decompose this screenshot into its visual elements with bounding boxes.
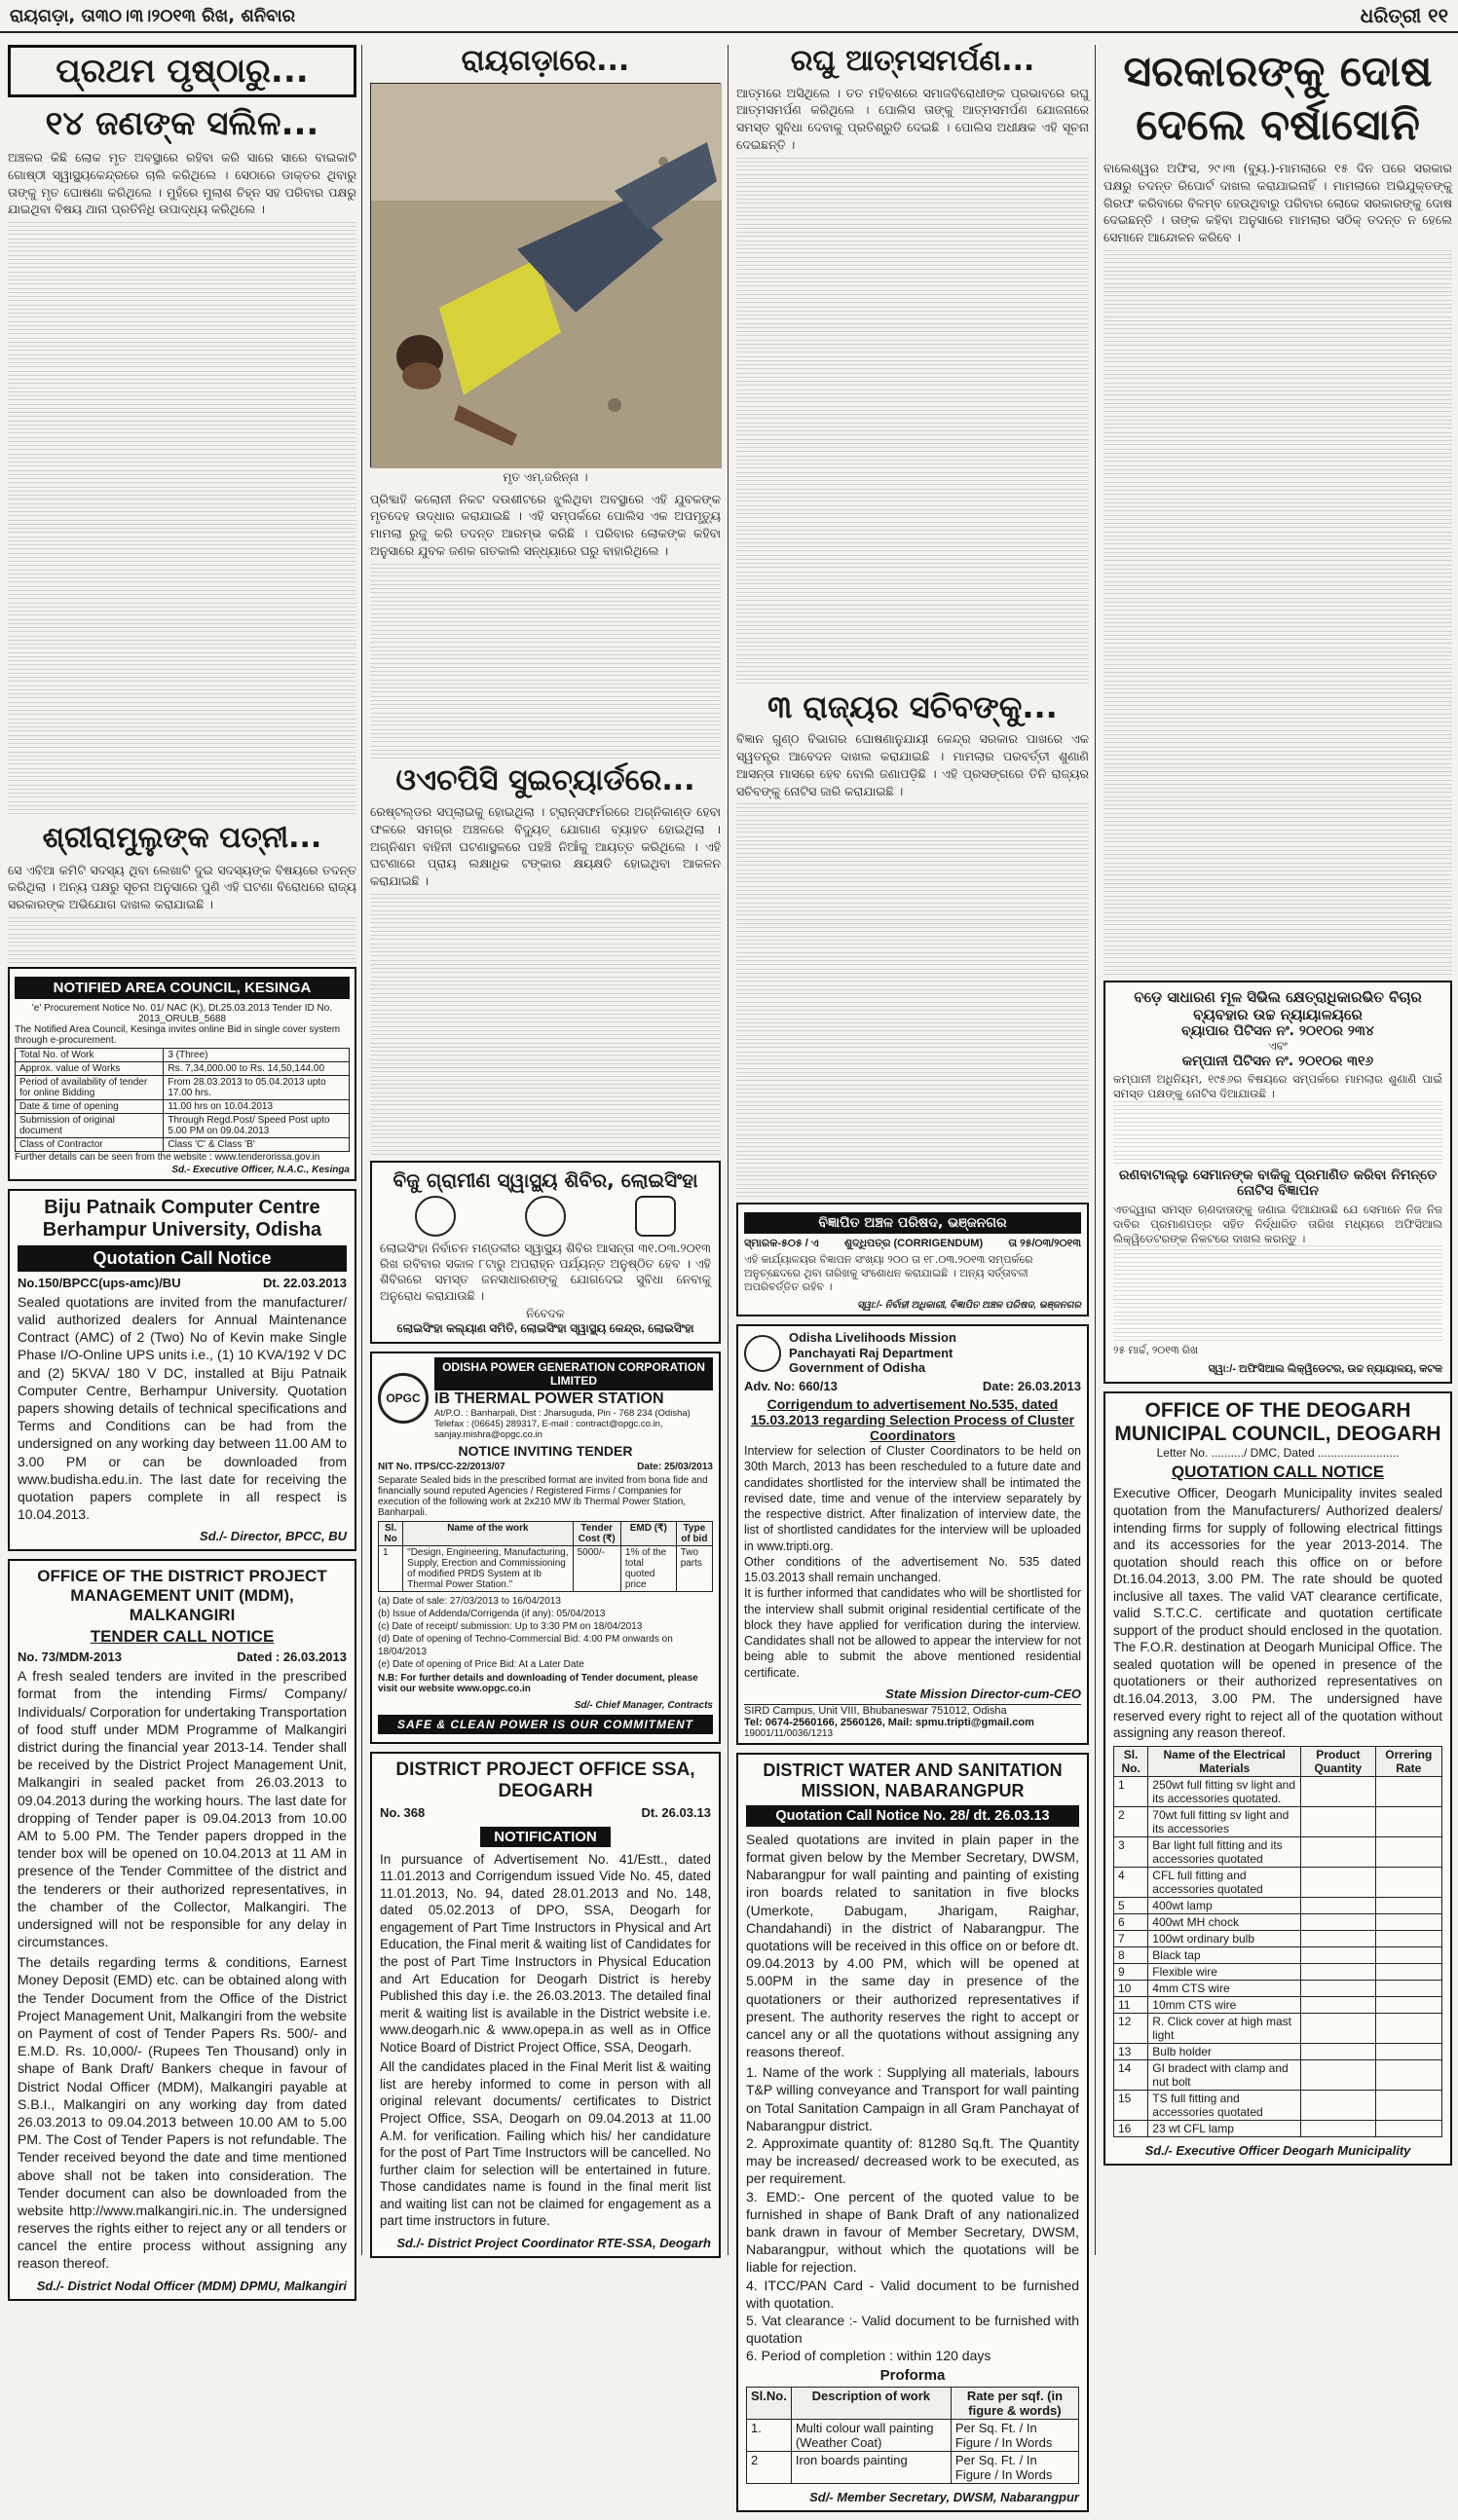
table-row (379, 1545, 713, 1591)
table-row (1114, 2059, 1442, 2090)
ad-banner: TENDER CALL NOTICE (90, 1627, 275, 1647)
ad-olm (736, 1324, 1089, 1745)
ad-conjunction: ଏବଂ (1268, 1038, 1288, 1053)
ad-date: ତା ୨୫/୦୩/୨୦୧୩ (1008, 1238, 1081, 1250)
table-cell: 23 wt CFL lamp (1148, 2120, 1301, 2136)
article-text: ଅଞ୍ଚଳର କିଛି ଲୋକ ମୃତ ଅବସ୍ଥାରେ ରହିବା କରି ସାରେ ସାରେ ବାଇକାଟି ଗୋଷ୍ଠୀ ସ୍ୱାସ୍ଥ୍ୟକେନ୍ଦ୍ରରେ ଚାଲି କରିଥିଲେ । ସେଠାରେ ଡାକ୍ତର ଥିବାରୁ ତାଙ୍କୁ ମୃତ ଘୋଷଣା କରିଥିଲେ । ମୁହଁରେ ମୁଲାଶ ଚିହ୍ନ ସହ ପରିବାର ପକ୍ଷରୁ ଯାଇଥିବା ବିଷୟ ଥାନା ପ୍ରତିନିଧି ଉପାଦ୍ଧ୍ୟ କରିଥିଲେ । (8, 150, 356, 217)
table-header-cell: Sl. No (379, 1521, 403, 1545)
ad-ref-number: ସ୍ମାରକ-୫୦୫ / ଏ (744, 1238, 819, 1250)
ad-text: N.B: For further details and downloading of Tender document, please visit our website www.opgc.co.in (378, 1672, 698, 1694)
ad-text: Other conditions of the advertisement No. 535 dated 15.03.2013 shall remain unchanged. (744, 1554, 1081, 1585)
article-body (370, 491, 721, 759)
list-item: (d) Date of opening of Techno-Commercial Bid: 4:00 PM onwards on 18/04/2013 (378, 1633, 673, 1657)
table-cell: Submission of original document (16, 1113, 164, 1137)
table-cell: "Design, Engineering, Manufacturing, Supply, Erection and Commissioning of modified PRDS System at Ib Thermal Power Station." (403, 1545, 573, 1591)
ad-org: ଲୋଇସିଂହା କଲ୍ୟାଣ ସମିତି, ଲୋଇସିଂହା ସ୍ୱାସ୍ଥ୍ୟ କେନ୍ଦ୍ର, ଲୋଇସିଂହା (396, 1320, 694, 1335)
table-cell: 15 (1114, 2090, 1148, 2120)
emblem-logo (525, 1196, 566, 1237)
ad-org: Government of Odisha (789, 1360, 926, 1376)
ad-text: ଲୋଇସିଂହା ନିର୍ବାଚନ ମଣ୍ଡଳୀର ସ୍ୱାସ୍ଥ୍ୟ ଶିବିର ଆସନ୍ତା ୩୧.୦୩.୨୦୧୩ ରିଖ ରବିବାର ସକାଳ ୮ଟାରୁ ଅପରାହ୍ନ ପର୍ଯ୍ୟନ୍ତ ଅନୁଷ୍ଠିତ ହେବ । ଏହି ଶିବିରରେ ସମସ୍ତ ଜନସାଧାରଣଙ୍କୁ ଯୋଗଦେଇ ସୁବିଧା ନେବାକୁ ଅନୁରୋଧ କରାଯାଉଛି । (380, 1240, 711, 1303)
ad-title: Corrigendum to advertisement No.535, dated 15.03.2013 regarding Selection Process of Cluster Coordinators (750, 1396, 1075, 1444)
ad-signature: Sd.- Executive Officer, N.A.C., Kesinga (171, 1164, 350, 1175)
table-row (1114, 1980, 1442, 1996)
table-cell (1301, 1913, 1375, 1930)
table-cell: Iron boards painting (791, 2452, 951, 2484)
table-cell: 400wt MH chock (1148, 1913, 1301, 1930)
ad-deogarh-municipal (1103, 1391, 1452, 2165)
table-row (16, 1113, 350, 1137)
table-cell: 100wt ordinary bulb (1148, 1930, 1301, 1946)
article-text: ପ୍ରିବ୍ଦାହି କଲୋନୀ ନିକଟ ଦଉଶୀଟରେ ଝୁଲିଥିବା ଅବସ୍ଥାରେ ଏହି ଯୁବକଙ୍କ ମୃତଦେହ ଉଦ୍ଧାର କରାଯାଇଛି । ଏହି ସମ୍ପର୍କରେ ପୋଲିସ ଏକ ଅପମୃତ୍ୟୁ ମାମଲା ରୁଜୁ କରି ତଦନ୍ତ ଆରମ୍ଭ କରିଛି । ପରିବାର ଲୋକଙ୍କ କହିବା ଅନୁସାରେ ଯୁବକ ଜଣକ ଗତକାଲି ସନ୍ଧ୍ୟାରେ ଘରୁ ବାହାରିଥିଲେ । (370, 491, 721, 558)
ad-signature: ସ୍ୱା:/- ନିର୍ବାହୀ ଅଧିକାରୀ, ବିଜ୍ଞାପିତ ଅଞ୍ଚଳ ପରିଷଦ, ଭଞ୍ଜନଗର (857, 1300, 1081, 1312)
ad-date: Date: 26.03.2013 (982, 1379, 1081, 1394)
ad-text: କମ୍ପାନୀ ଅଧିନିୟମ, ୧୯୫୬ର ବିଷୟରେ ସମ୍ପର୍କରେ ମାମଲାର ଶୁଣାଣି ପାଇଁ ସମସ୍ତ ପକ୍ଷଙ୍କୁ ନୋଟିସ ଦିଆଯାଉଛି । (1113, 1071, 1442, 1100)
table-row (747, 2452, 1079, 2484)
article-body (1103, 160, 1452, 975)
ad-case-number: କମ୍ପାନୀ ପିଟିସନ ନଂ. ୨୦୧୦ର ୩୧୬ (1181, 1053, 1374, 1069)
table-cell (1375, 2059, 1441, 2090)
ad-title: ବିଜୁ ଗ୍ରାମୀଣ ସ୍ୱାସ୍ଥ୍ୟ ଶିବିର, ଲୋଇସିଂହା (393, 1167, 698, 1192)
ad-table (1113, 1746, 1442, 2137)
table-cell (1301, 1897, 1375, 1913)
ad-signature: Sd./- Executive Officer Deogarh Municipality (1144, 2142, 1411, 2158)
ad-signature: Sd./- District Project Coordinator RTE-SSA, Deogarh (396, 2235, 711, 2250)
opgc-header (378, 1357, 713, 1440)
ad-subheading: Proforma (879, 2367, 946, 2385)
table-cell: 10mm CTS wire (1148, 1996, 1301, 2013)
ad-corrigendum: ଶୁଦ୍ଧିପତ୍ର (CORRIGENDUM) (843, 1238, 984, 1250)
ad-corp: ODISHA POWER GENERATION CORPORATION LIMITED (434, 1357, 713, 1390)
table-cell: 6 (1114, 1913, 1148, 1930)
table-row (16, 1137, 350, 1151)
table-cell: 2 (1114, 1806, 1148, 1836)
ad-org: Panchayati Raj Department (789, 1345, 953, 1360)
article-body (736, 85, 1089, 684)
ad-table (746, 2387, 1079, 2484)
table-cell: 5 (1114, 1897, 1148, 1913)
ad-ref-number: NIT No. ITPS/CC-22/2013/07 (378, 1461, 505, 1472)
table-row (1114, 1836, 1442, 1867)
list-item: 3. EMD:- One percent of the quoted value to be furnished in shape of Bank Draft of any nationalized bank drawn in favour of Member Secretary, DWSM, Nabarangpur, without which the quotations will be liable for rejection. (746, 2188, 1079, 2276)
ad-signature: Sd./- District Nodal Officer (MDM) DPMU, Malkangiri (36, 2278, 347, 2293)
table-cell: 12 (1114, 2013, 1148, 2043)
emblem-logo (415, 1196, 456, 1237)
table-cell (1301, 2120, 1375, 2136)
ad-case-number: ବ୍ୟାପାର ପିଟିସନ ନଂ. ୨୦୧୦ର ୨୩୪ (1181, 1022, 1374, 1039)
list-item: (b) Issue of Addenda/Corrigenda (if any): 05/04/2013 (378, 1608, 606, 1619)
ad-address: At/P.O. : Banharpali, Dist : Jharsuguda, Pin - 768 234 (Odisha) Telefax : (06645) 289317, E-mail : contract@opgc.co.in, sanjay.mishra@opgc.co.in (434, 1407, 691, 1440)
table-cell: 13 (1114, 2043, 1148, 2059)
table-cell (1375, 1980, 1441, 1996)
article-text: ରେଷ୍ଟଲ୍ଡର ସପ୍ଲାଇକୁ ହୋଇଥିଲା । ଟ୍ରାନ୍ସଫର୍ମରରେ ଅଗ୍ନିକାଣ୍ଡ ହେବା ଫଳରେ ସମଗ୍ର ଅଞ୍ଚଳରେ ବିଦ୍ୟୁତ୍ ଯୋଗାଣ ବ୍ୟାହତ ହୋଇଥିଲା । ଅଗ୍ନିଶମ ବାହିନୀ ଘଟଣାସ୍ଥଳରେ ପହଞ୍ଚି ନିଆଁକୁ ଆୟତ୍ତ କରିଥିଲେ । ଏହି ଘଟଣାରେ ପ୍ରାୟ ଲକ୍ଷାଧିକ ଟଙ୍କାର କ୍ଷୟକ୍ଷତି ହୋଇଥିବା ଆକଳନ କରାଯାଇଛି । (370, 804, 721, 888)
table-cell: 5000/- (573, 1545, 620, 1591)
table-cell: 16 (1114, 2120, 1148, 2136)
table-cell: 1 (379, 1545, 403, 1591)
ad-address: SIRD Campus, Unit VIII, Bhubaneswar 751012, Odisha (744, 1704, 1081, 1717)
table-cell: 8 (1114, 1946, 1148, 1963)
table-cell (1301, 2090, 1375, 2120)
table-cell (1301, 1963, 1375, 1980)
opgc-logo: OPGC (378, 1373, 429, 1424)
article-body (736, 730, 1089, 1197)
table-cell (1301, 1930, 1375, 1946)
page-date: ରାୟଗଡ଼ା, ତା୩୦।୩।୨୦୧୩ ରିଖ, ଶନିବାର (10, 5, 296, 26)
table-row (1114, 1913, 1442, 1930)
ad-banner: Quotation Call Notice (18, 1245, 347, 1272)
ad-date: Dt. 22.03.2013 (262, 1275, 347, 1290)
table-row (16, 1099, 350, 1113)
list-item: 4. ITCC/PAN Card - Valid document to be furnished with quotation. (746, 2277, 1079, 2311)
ad-ssa-deogarh (370, 1752, 721, 2258)
ad-banner: Quotation Call Notice No. 28/ dt. 26.03.13 (746, 1805, 1079, 1827)
masthead (0, 0, 1458, 33)
table-cell (1375, 2120, 1441, 2136)
table-header-cell: Sl. No. (1114, 1746, 1148, 1776)
table-cell (1375, 1963, 1441, 1980)
table-cell: Flexible wire (1148, 1963, 1301, 1980)
list-item: 1. Name of the work : Supplying all materials, labours T&P willing conveyance and Transport for wall painting on Total Sanitation Campaign in all Gram Panchayat of Nabarangpur district. (746, 2064, 1079, 2133)
table-row (1114, 1930, 1442, 1946)
table-cell (1375, 2090, 1441, 2120)
ad-text: Further details can be seen from the website : www.tenderorissa.gov.in (15, 1151, 320, 1163)
emblem-logo (635, 1196, 676, 1237)
ad-text: The Notified Area Council, Kesinga invites online Bid in single cover system through e-procurement. (15, 1023, 341, 1046)
ad-contact: Tel: 0674-2560166, 2560126, Mail: spmu.tripti@gmail.com (744, 1716, 1034, 1728)
table-header-cell: Product Quantity (1301, 1746, 1375, 1776)
column-rule (1095, 45, 1096, 2255)
table-cell: 10 (1114, 1980, 1148, 1996)
table-row (1114, 1806, 1442, 1836)
table-row (1114, 2090, 1442, 2120)
table-cell (1301, 1776, 1375, 1806)
table-cell: 1. (747, 2420, 792, 2452)
table-row (1114, 1776, 1442, 1806)
ad-signature: Sd/- Member Secretary, DWSM, Nabarangpur (809, 2490, 1079, 2505)
ad-text: Executive Officer, Deogarh Municipality invites sealed quotation from the Manufacturers/ Authorized dealers/ intending firms for supply of following electrical fittings and its accessories for the year 2013-2014. The quotation should reach this office on or before Dt.16.04.2013, 3.00 PM. The rate should be quoted inclusive all taxes. The valid VAT clearance certificate, valid S.T.C.C. certificate and quotation certificate support of the product should enclosed in the quotation. The F.O.R. destination at Deogarh Municipal Office. The sealed quotation will be opened in presence of the quotationers or their authorized representatives on dt.16.04.2013, 3.00 PM. The undersigned have reserved every right to reject all of the quotation without assigning any reason thereof. (1113, 1486, 1442, 1741)
column-3 (736, 45, 1089, 2520)
ad-banner: NOTIFICATION (480, 1827, 611, 1847)
ad-code: 19001/11/0036/1213 (744, 1727, 834, 1739)
ad-subtitle: 'e' Procurement Notice No. 01/ NAC (K), Dt.25.03.2013 Tender ID No. 2013_ORULB_5688 (31, 1002, 333, 1024)
ad-date: Dt. 26.03.13 (641, 1804, 711, 1820)
table-row (16, 1061, 350, 1075)
ad-text: A fresh sealed tenders are invited in the prescribed format from the intending Firms/ Company/ Individuals/ Corporation for undertaking Transportation of food stuff under MDM Programme of Malkangiri district during the financial year 2013-14. Tender shall be received by the District Project Management Unit, Malkangiri in sealed packet from 26.03.2013 to 09.04.2013 during the working hours. The last date for dropping of Tender paper is 09.04.2013 from 10.00 AM to 5.00 PM. The Tender papers dropped in the tender box will be opened on 10.04.2013 at 11 AM in presence of the Tender Committee of the district and the tenderers or their authorized representatives, in the chamber of the Collector, Malkangiri. The undersigned will not be responsible for any delay in circumstances. (18, 1668, 347, 1950)
table-cell: 4 (1114, 1867, 1148, 1897)
ad-bpcc (8, 1189, 356, 1551)
table-cell (1375, 2013, 1441, 2043)
table-cell (1375, 1913, 1441, 1930)
ad-health-camp (370, 1161, 721, 1344)
ad-table (15, 1048, 350, 1152)
table-row (16, 1048, 350, 1061)
headline: ଓଏଚପିସି ସୁଇଚ୍‌ୟାର୍ଡରେ... (395, 762, 695, 797)
list-item: (e) Date of opening of Price Bid: At a Later Date (378, 1658, 584, 1670)
table-cell: CFL full fitting and accessories quotated (1148, 1867, 1301, 1897)
table-header-cell: Name of the work (403, 1521, 573, 1545)
table-cell: 4mm CTS wire (1148, 1980, 1301, 1996)
list-item: 2. Approximate quantity of: 81280 Sq.ft. The Quantity may be increased/ decreased work to be executed, as per requirement. (746, 2135, 1079, 2187)
ad-banner: QUOTATION CALL NOTICE (1171, 1463, 1385, 1482)
ad-date: Dated : 26.03.2013 (237, 1649, 347, 1665)
table-cell: 70wt full fitting sv light and its accessories (1148, 1806, 1301, 1836)
table-cell: Per Sq. Ft. / In Figure / In Words (951, 2452, 1078, 2484)
table-row (1114, 1867, 1442, 1897)
ad-ref-number: Letter No. ........../ DMC, Dated ......................... (1156, 1446, 1400, 1461)
ad-title: OFFICE OF THE DEOGARH MUNICIPAL COUNCIL, DEOGARH (1114, 1399, 1441, 1446)
table-cell (1375, 1836, 1441, 1867)
article-body (370, 803, 721, 1155)
table-cell: 14 (1114, 2059, 1148, 2090)
ad-ref-number: No.150/BPCC(ups-amc)/BU (18, 1275, 181, 1290)
table-cell: Class of Contractor (16, 1137, 164, 1151)
table-row (1114, 1946, 1442, 1963)
list-item: (c) Date of receipt/ submission: Up to 3:30 PM on 18/04/2013 (378, 1620, 643, 1632)
table-cell (1301, 1867, 1375, 1897)
list-item: 5. Vat clearance :- Valid document to be furnished with quotation (746, 2312, 1079, 2347)
table-cell: Black tap (1148, 1946, 1301, 1963)
table-cell (1375, 1776, 1441, 1806)
headline: ରାୟଗଡ଼ାରେ... (461, 44, 630, 78)
table-header-cell: Tender Cost (₹) (573, 1521, 620, 1545)
ad-title: ବଡ଼େ ସାଧାରଣ ମୂଳ ସିଭିଲ କ୍ଷେତ୍ରାଧିକାରଭିତ ବିଚାର ବ୍ୟବହାର ଉଚ୍ଚ ନ୍ୟାୟାଳୟରେ (1134, 987, 1422, 1023)
ad-text: In pursuance of Advertisement No. 41/Estt., dated 11.01.2013 and Corrigendum issued Vide No. 45, dated 11.01.2013, No. 94, dated 28.01.2013 and No. 148, dated 05.02.2013 of DPO, SSA, Deogarh for engagement of Part Time Instructors in Physical and Art Education, the Final merit & waiting list of Candidates for the post of Part Time Instructors in Physical Education and Art Education for Deogarh District is hereby Published this day i.e. the 26.03.2013. The detailed final merit & waiting list is available in the District website i.e. www.deogarh.nic & www.opepa.in as well as in Office Notice Board of District Project Office, SSA, Deogarh. (380, 1851, 711, 2055)
ad-mdm-malkangiri (8, 1559, 356, 2300)
ad-signature: ନିବେଦକ (526, 1306, 565, 1320)
ad-nac-kesinga (8, 967, 356, 1181)
ad-nac-bhanjanagar (736, 1203, 1089, 1316)
ad-title: OFFICE OF THE DISTRICT PROJECT MANAGEMENT UNIT (MDM), MALKANGIRI (37, 1567, 327, 1625)
ad-signature: State Mission Director-cum-CEO (885, 1686, 1081, 1701)
article-text: ସେ ଏବିଆ କମିଟି ସଦସ୍ୟ ଥିବା ଲେଖାଟି ଦୁଇ ସଦସ୍ୟଙ୍କ ବିଷୟରେ ତଦନ୍ତ କରିଥିଲା । ଅନ୍ୟ ପକ୍ଷରୁ ସୂଚନା ଅନୁସାରେ ପୁଣି ଏହି ଘଟଣା ବିରୋଧରେ ରାଜ୍ୟ ସରକାରଙ୍କ ଅଭିଯୋଗ ଦାଖଲ କରାଯାଇଛି । (8, 862, 356, 912)
ad-signature: ସ୍ୱା:/- ଅଫିସିଆଲ ଲିକ୍ୱିଡେଟର, ଉଚ୍ଚ ନ୍ୟାୟାଳୟ, କଟକ (1208, 1363, 1442, 1376)
photo-caption: ମୃତ ଏମ୍‌.ଜରିନ୍ନା । (503, 469, 588, 484)
table-cell: Multi colour wall painting (Weather Coat) (791, 2420, 951, 2452)
table-row (1114, 2013, 1442, 2043)
ad-text: ଏତଦ୍ଦ୍ୱାରା ସମସ୍ତ ଋଣଦାତାଙ୍କୁ ଜଣାଇ ଦିଆଯାଉଛି ଯେ ସେମାନେ ନିଜ ନିଜ ଦାବିର ପ୍ରମାଣପତ୍ର ସହିତ ନିର୍ଦ୍ଧାରିତ ତାରିଖ ମଧ୍ୟରେ ଅଫିସିଆଲ ଲିକ୍ୱିଡେଟରଙ୍କ ନିକଟରେ ଦାଖଲ କରନ୍ତୁ । (1113, 1202, 1442, 1245)
headline: ସରକାରଙ୍କୁ ଦୋଷ ଦେଲେ ବର୍ଷାସୋନି (1123, 47, 1433, 150)
table-cell: 11 (1114, 1996, 1148, 2013)
section-kicker: ପ୍ରଥମ ପୃଷ୍ଠାରୁ... (8, 45, 356, 97)
article-text: ବିଜ୍ଞାନ ଗୁଣ୍ଠ ବିଭାଗର ଘୋଷଣାନୁଯାୟୀ କେନ୍ଦ୍ର ସରକାର ପାଖରେ ଏକ ସ୍ୱତନ୍ତ୍ର ଆବେଦନ ଦାଖଲ କରାଯାଇଛି । ମାମଲାର ପରବର୍ତ୍ତୀ ଶୁଣାଣି ଆସନ୍ତା ମାସରେ ହେବ ବୋଲି ଜଣାପଡ଼ିଛି । ଏହି ପ୍ରସଙ୍ଗରେ ତିନି ରାଜ୍ୟର ସଚିବଙ୍କୁ ନୋଟିସ ଜାରି କରାଯାଇଛି । (736, 731, 1089, 798)
table-cell: Rs. 7,34,000.00 to Rs. 14,50,144.00 (164, 1061, 350, 1075)
table-cell (1375, 2043, 1441, 2059)
table-cell: Bar light full fitting and its accessories quotated (1148, 1836, 1301, 1867)
table-cell (1375, 1930, 1441, 1946)
ad-title: DISTRICT WATER AND SANITATION MISSION, NABARANGPUR (763, 1760, 1063, 1800)
table-cell: TS full fitting and accessories quotated (1148, 2090, 1301, 2120)
table-cell: Date & time of opening (16, 1099, 164, 1113)
ad-ref-number: Adv. No: 660/13 (744, 1379, 838, 1394)
table-header-cell: Name of the Electrical Materials (1148, 1746, 1301, 1776)
column-1 (8, 45, 356, 2309)
ad-date: ୨୫ ମାର୍ଚ୍ଚ, ୨୦୧୩ ରିଖ (1113, 1345, 1199, 1357)
ad-text: Interview for selection of Cluster Coordinators to be held on 30th March, 2013 has been rescheduled to a future date and candidates shortlisted for the interview shall be intimated the revised date, time and venue of the interview separately by the respective district. After finalization of interview date, the list of shortlisted candidates for the interview will be uploaded in www.tripti.org. (744, 1444, 1081, 1553)
table-cell: GI bradect with clamp and nut bolt (1148, 2059, 1301, 2090)
ad-date: Date: 25/03/2013 (637, 1461, 713, 1472)
table-cell: Class 'C' & Class 'B' (164, 1137, 350, 1151)
headline: ଶ୍ରୀରାମୁଲୁଙ୍କ ପତ୍ନୀ... (42, 821, 322, 856)
emblem-logo (744, 1335, 781, 1372)
table-cell: Bulb holder (1148, 2043, 1301, 2059)
article-text: ବାଲେଶ୍ୱର ଅଫିସ, ୨୯।୩ (ବ୍ୟୁ.)-ମାମଲାରେ ୧୫ ଦିନ ପରେ ସରକାର ପକ୍ଷରୁ ତଦନ୍ତ ରିପୋର୍ଟ ଦାଖଲ କରାଯାଇନାହିଁ । ମାମଲାରେ ଅଭିଯୁକ୍ତଙ୍କୁ ଗିରଫ କରିବାରେ ବିଳମ୍ବ ହେଉଥିବାରୁ ପରିବାର ଲୋକେ ସରକାରଙ୍କୁ ଦୋଷ ଦେଇଛନ୍ତି । ତାଙ୍କ କହିବା ଅନୁସାରେ ମାମଲାର ସଠିକ୍ ତଦନ୍ତ ନ ହେଲେ ସେମାନେ ଆନ୍ଦୋଳନ କରିବେ । (1103, 161, 1452, 244)
table-cell: 3 (1114, 1836, 1148, 1867)
ad-org: Odisha Livelihoods Mission (789, 1330, 956, 1346)
ad-banner: NOTICE INVITING TENDER (458, 1442, 633, 1459)
ad-text: Sealed quotations are invited in plain paper in the format given below by the Member Secretary, DWSM, Nabarangpur for wall painting and painting of existing iron boards related to sanitation in five blocks (Umerkote, Dabugam, Jharigam, Raighar, Chandahandi) in the district of Nabarangpur. The quotations will be received in this office on or before dt. 09.04.2013 by 4.00 PM, which will be opened at 5.00PM in the same day in presence of the quotationers or their authorized representatives if present. The authority reserves the right to accept or cancel any or all the quotations without assigning any reasons thereof. (746, 1831, 1079, 2060)
table-cell: 400wt lamp (1148, 1897, 1301, 1913)
ad-text: Separate Sealed bids in the prescribed format are invited from bona fide and financially sound reputed Agencies / Registered Firms / Companies for execution of the following work at 2x210 MW Ib Thermal Power Station, Banharpali. (378, 1474, 708, 1518)
table-header-cell: Orrering Rate (1375, 1746, 1441, 1776)
table-cell: 1% of the total quoted price (620, 1545, 676, 1591)
table-header-cell: Sl.No. (747, 2388, 792, 2420)
table-row (1114, 2043, 1442, 2059)
headline: ରଘୁ ଆତ୍ମସମର୍ପଣ... (790, 44, 1035, 78)
table-cell (1375, 1897, 1441, 1913)
article-body (8, 862, 356, 963)
table-cell: R. Click cover at high mast light (1148, 2013, 1301, 2043)
ad-signature: Sd./- Director, BPCC, BU (200, 1529, 347, 1544)
table-cell: 250wt full fitting sv light and its accessories quotated. (1148, 1776, 1301, 1806)
news-photo (370, 83, 721, 467)
table-header-cell: Rate per sqf. (in figure & words) (951, 2388, 1078, 2420)
table-cell (1301, 1806, 1375, 1836)
table-cell: 3 (Three) (164, 1048, 350, 1061)
table-cell (1301, 2043, 1375, 2059)
article-text: ଆତ୍ମରେ ଅସିଥିଲେ । ତତ ମହିବଶରେ ସମାଜବିରୋଧୀଙ୍କ ପ୍ରଭାବରେ ରଘୁ ଆତ୍ମସମର୍ପଣ କରିଥିଲେ । ପୋଲିସ ତାଙ୍କୁ ଆତ୍ମସମର୍ପଣ ଯୋଜନାରେ ସମସ୍ତ ସୁବିଧା ଦେବାକୁ ପ୍ରତିଶ୍ରୁତି ଦେଇଛି । ପୋଲିସ ଅଧୀକ୍ଷକ ଏହି ସୂଚନା ଦେଇଛନ୍ତି । (736, 85, 1089, 152)
table-header-cell: Type of bid (676, 1521, 712, 1545)
photo-illustration (371, 84, 722, 468)
table-cell: 2 (747, 2452, 792, 2484)
table-cell (1375, 1996, 1441, 2013)
column-rule (728, 45, 729, 2255)
table-cell: 11.00 hrs on 10.04.2013 (164, 1099, 350, 1113)
ad-title: ବିଜ୍ଞାପିତ ଅଞ୍ଚଳ ପରିଷଦ, ଭଞ୍ଜନଗର (744, 1212, 1081, 1234)
table-cell: 7 (1114, 1930, 1148, 1946)
column-rule (361, 45, 362, 2255)
ad-text: ଏହି କାର୍ଯ୍ୟାଳୟର ବିଜ୍ଞାପନ ସଂଖ୍ୟା ୨୦୦ ତା ୧୮.୦୩.୨୦୧୩ ସମ୍ପର୍କରେ ଅନୁଚ୍ଛେଦରେ ଥିବା ତାରିଖକୁ ସଂଶୋଧନ କରାଯାଇଛି । ଅନ୍ୟ ସର୍ତ୍ତାବଳୀ ଅପରିବର୍ତ୍ତିତ ରହିବ । (744, 1253, 1033, 1294)
table-row (1114, 1996, 1442, 2013)
table-cell: Total No. of Work (16, 1048, 164, 1061)
table-cell (1301, 1980, 1375, 1996)
ad-court-notice (1103, 981, 1452, 1385)
table-cell (1375, 1806, 1441, 1836)
table-cell (1301, 2059, 1375, 2090)
ad-table (378, 1521, 713, 1592)
table-row (1114, 1897, 1442, 1913)
ad-text: Sealed quotations are invited from the manufacturer/ valid authorized dealers for Annual Maintenance Contract (AMC) of 2 (Two) No of Kevin make Single Phase I/O-Online UPS units i.e., (1) 10 KVA/192 V DC and (2) 5KVA/ 180 V DC, installed at Biju Patnaik Computer Centre, Berhampur University. Quotation papers showing details of technical specifications and Terms and Conditions can be had from the undersigned on any working day between 11.00 AM to 3.00 PM or can be downloaded from www.budisha.edu.in. The last date for receiving the quotation papers complete in all respect is 10.04.2013. (18, 1293, 347, 1523)
ad-text: The details regarding terms & conditions, Earnest Money Deposit (EMD) etc. can be obtained along with the Tender Document from the Office of the District Project Management Unit, Malkangiri from the website on Payment of cost of Tender Papers Rs. 500/- and E.M.D. Rs. 10,000/- (Rupees Ten Thousand) only in shape of Bank Draft/ Bankers cheque in favour of District Nodal Officer (MDM), Malkangiri payable at S.B.I., Malkangiri on any working day from dated 26.03.2013 to 09.04.2013 between 10.00 AM to 5.00 PM. The Cost of Tender Papers is not refundable. The Tender received beyond the date and time mentioned above shall not be taken into consideration. The Tender document can also be downloaded from the website http://www.malkangiri.nic.in. The undersigned reserves the rights either to reject any or all tenders or cancel the entire process without assigning any reason thereof. (18, 1954, 347, 2272)
ad-ref-number: No. 73/MDM-2013 (18, 1649, 122, 1665)
ad-title: IB THERMAL POWER STATION (434, 1390, 664, 1407)
ad-text: All the candidates placed in the Final Merit list & waiting list are hereby informed to come in person with all original relevant documents/ certificates to District Project Office, SSA, Deogarh on 09.04.2013 at 11.00 A.M. for verification. Failing which his/ her candidature for the post of Part Time Instructors will be cancelled. No further claim for selection will be entertained in future. Those candidates name is found in the final merit list and waiting list can not be claimed for engagement as a part time instructors in future. (380, 2059, 711, 2229)
ad-opgc (370, 1352, 721, 1744)
table-row (1114, 2120, 1442, 2136)
table-cell: Approx. value of Works (16, 1061, 164, 1075)
list-item: 6. Period of completion : within 120 days (746, 2348, 991, 2364)
table-cell: 1 (1114, 1776, 1148, 1806)
column-4 (1103, 45, 1452, 2173)
table-cell (1301, 1836, 1375, 1867)
ad-subheading: ରଣବାଟାଲ୍ଲୁ ସେମାନଙ୍କ ବାକିକୁ ପ୍ରମାଣିତ କରିବା ନିମନ୍ତେ ନୋଟିସ ବିଜ୍ଞାପନ (1118, 1167, 1438, 1199)
logo-row (380, 1196, 711, 1237)
table-cell (1301, 2013, 1375, 2043)
table-cell: From 28.03.2013 to 05.04.2013 upto 17.00 hrs. (164, 1075, 350, 1099)
table-cell: Per Sq. Ft. / In Figure / In Words (951, 2420, 1078, 2452)
table-cell (1301, 1996, 1375, 2013)
table-cell (1375, 1946, 1441, 1963)
table-cell (1301, 1946, 1375, 1963)
ad-date-list (378, 1595, 713, 1671)
paper-name: ଧରିତ୍ରୀ ୧୧ (1360, 4, 1448, 27)
table-cell: Period of availability of tender for online Bidding (16, 1075, 164, 1099)
ad-title: NOTIFIED AREA COUNCIL, KESINGA (15, 977, 350, 999)
ad-dwsm (736, 1753, 1089, 2513)
ad-title: DISTRICT PROJECT OFFICE SSA, DEOGARH (395, 1759, 695, 1801)
column-2 (370, 45, 721, 2266)
table-row (16, 1075, 350, 1099)
ad-item-list (746, 2063, 1079, 2364)
list-item: (a) Date of sale: 27/03/2013 to 16/04/2013 (378, 1595, 561, 1607)
ad-ref-number: No. 368 (380, 1804, 426, 1820)
ad-signature: Sd/- Chief Manager, Contracts (574, 1699, 713, 1711)
table-row (1114, 1963, 1442, 1980)
headline: ୩ ରାଜ୍ୟର ସଚିବଙ୍କୁ... (767, 687, 1058, 725)
table-cell: Through Regd.Post/ Speed Post upto 5.00 PM on 09.04.2013 (164, 1113, 350, 1137)
table-cell: 9 (1114, 1963, 1148, 1980)
headline: ୧୪ ଜଣଙ୍କ ସଲିଳ... (45, 104, 319, 143)
ad-footer: SAFE & CLEAN POWER IS OUR COMMITMENT (378, 1715, 713, 1734)
table-cell: Two parts (676, 1545, 712, 1591)
table-header-cell: EMD (₹) (620, 1521, 676, 1545)
ad-text: It is further informed that candidates who will be shortlisted for the interview shall submit original residential certificate of the block they have applied for verification during the interview. Candidates shall not be allowed to appear the interview for not being able to submit the above mentioned residential certificate. (744, 1586, 1081, 1680)
ad-title: Biju Patnaik Computer Centre Berhampur University, Odisha (42, 1196, 322, 1241)
table-row (747, 2420, 1079, 2452)
table-cell (1375, 1867, 1441, 1897)
olm-header (744, 1330, 1081, 1376)
table-header-cell: Description of work (791, 2388, 951, 2420)
article-body (8, 149, 356, 814)
